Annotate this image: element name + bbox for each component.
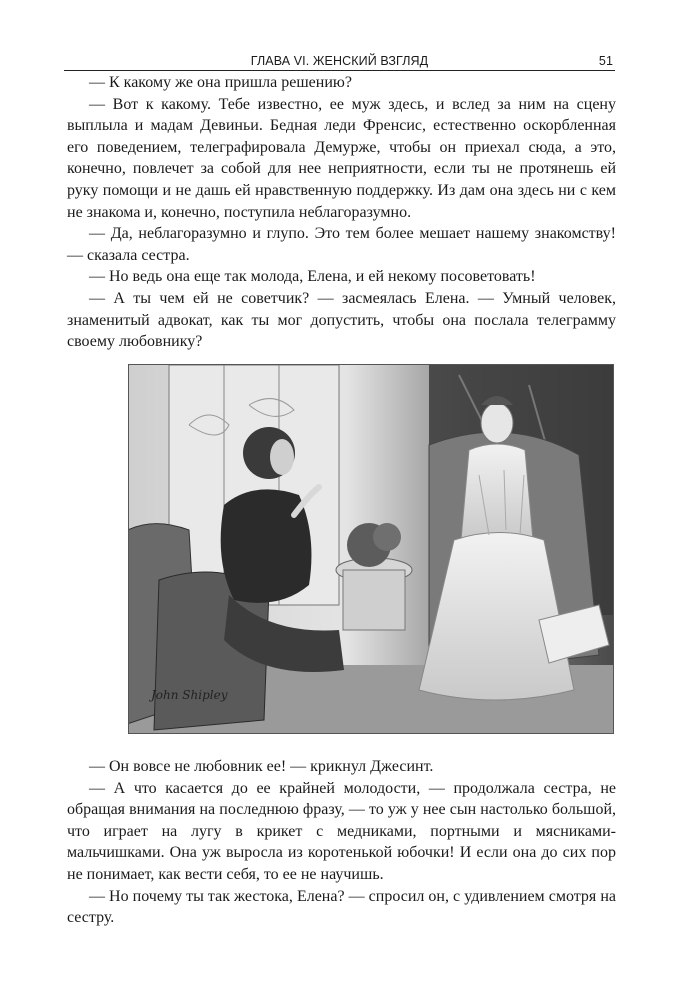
paragraph: — Но ведь она еще так молода, Елена, и ей некому посоветовать! [89, 268, 536, 286]
paragraph: — Но почему ты так жестока, Елена? — спросил он, с удивлением смотря на сестру. [67, 887, 616, 927]
bottom-text-block [67, 756, 616, 929]
running-head [64, 54, 615, 71]
paragraph: — Вот к какому. Тебе известно, ее муж здесь, и вслед за ним на сцену выплыла и мадам Девиньи. Бедная леди Френсис, естественно оскорбленная его поведением, телеграфировала Демурже, чтобы он приехал сюда, а это, конечно, повлечет за собой для нее неприятности, если ты не протянешь ей руку помощи и не дашь ей нравственную поддержку. Из дам она здесь ни с кем не знакома и, конечно, поступила неблагоразумно. [67, 95, 616, 221]
paragraph: — А что касается до ее крайней молодости, — продолжала сестра, не обращая внимания на последнюю фразу, — то уж у нее сын настолько большой, что играет на лугу в крикет с медниками, портными и мясниками-мальчишками. Она уж выросла из коротенькой юбочки! И если она до сих пор не понимает, как вести себя, то ее не научишь. [67, 779, 616, 883]
paragraph: — А ты чем ей не советчик? — засмеялась Елена. — Умный человек, знаменитый адвокат, как ты мог допустить, чтобы она послала телеграмму своему любовнику? [67, 289, 616, 351]
illustration [128, 364, 614, 734]
chapter-title: ГЛАВА VI. ЖЕНСКИЙ ВЗГЛЯД [250, 54, 429, 68]
paragraph: — Да, неблагоразумно и глупо. Это тем более мешает нашему знакомству! — сказала сестра. [67, 225, 616, 264]
paragraph: — Он вовсе не любовник ее! — крикнул Джесинт. [89, 758, 434, 775]
paragraph: — К какому же она пришла решению? [89, 74, 352, 91]
page-number: 51 [598, 54, 613, 68]
illustration-drawing [129, 365, 613, 733]
top-text-block [67, 72, 616, 353]
artist-signature: John Shipley [151, 688, 228, 702]
